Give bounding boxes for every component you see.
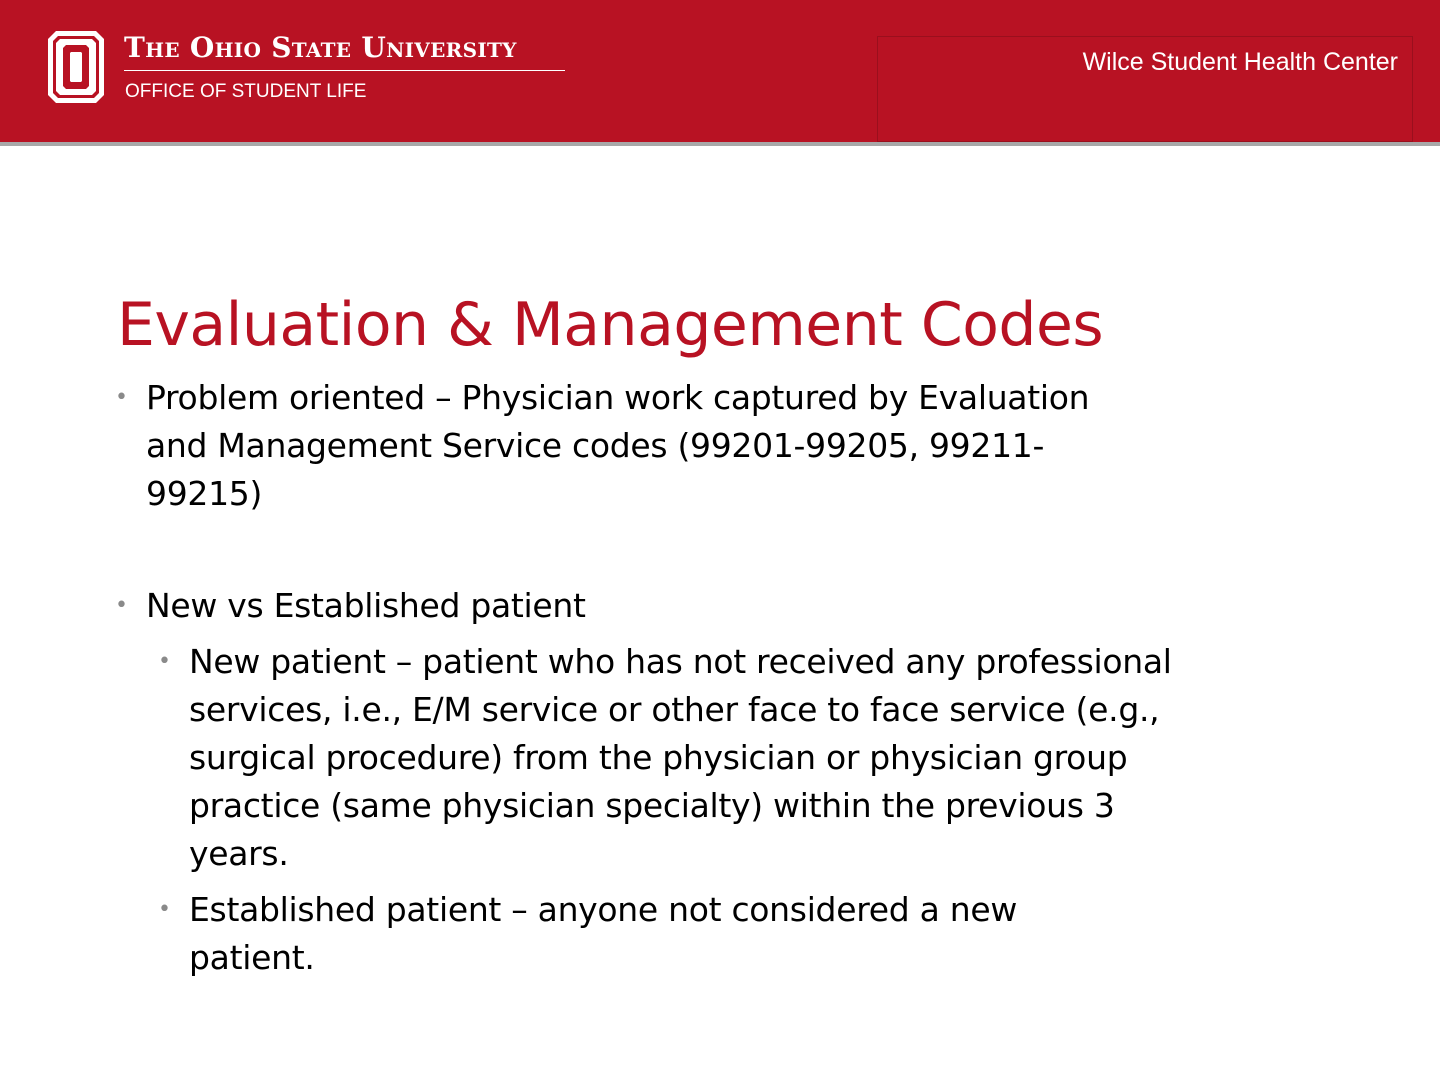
- bullet-text: New patient – patient who has not received any professional services, i.e., E/M service or other face to face service (e.g., surgical procedure) from the physician or physician group practice (same physician specialty) within the previous 3 years.: [189, 642, 1172, 873]
- bullet-item: [115, 374, 1156, 518]
- header-bottom-rule: [0, 142, 1440, 146]
- department-name: Wilce Student Health Center: [1082, 48, 1398, 76]
- bullet-text: Established patient – anyone not considered a new patient.: [189, 890, 1018, 977]
- header-banner: [0, 0, 1440, 142]
- office-name: OFFICE OF STUDENT LIFE: [125, 81, 367, 102]
- bullet-marker: •: [158, 897, 171, 922]
- block-o-logo-icon: [46, 29, 106, 105]
- bullet-marker: •: [115, 593, 128, 618]
- bullet-marker: •: [158, 649, 171, 674]
- bullet-item: [115, 582, 1156, 630]
- sub-bullet-item: [158, 886, 1139, 982]
- bullet-text: New vs Established patient: [146, 586, 586, 625]
- bullet-text: Problem oriented – Physician work captured by Evaluation and Management Service codes (99201-99205, 99211-99215): [146, 378, 1090, 513]
- slide-title: Evaluation & Management Codes: [117, 290, 1104, 360]
- bullet-marker: •: [115, 385, 128, 410]
- header-divider: [124, 70, 565, 71]
- university-name: The Ohio State University: [124, 31, 517, 64]
- department-box: [877, 36, 1413, 142]
- sub-bullet-item: [158, 638, 1189, 878]
